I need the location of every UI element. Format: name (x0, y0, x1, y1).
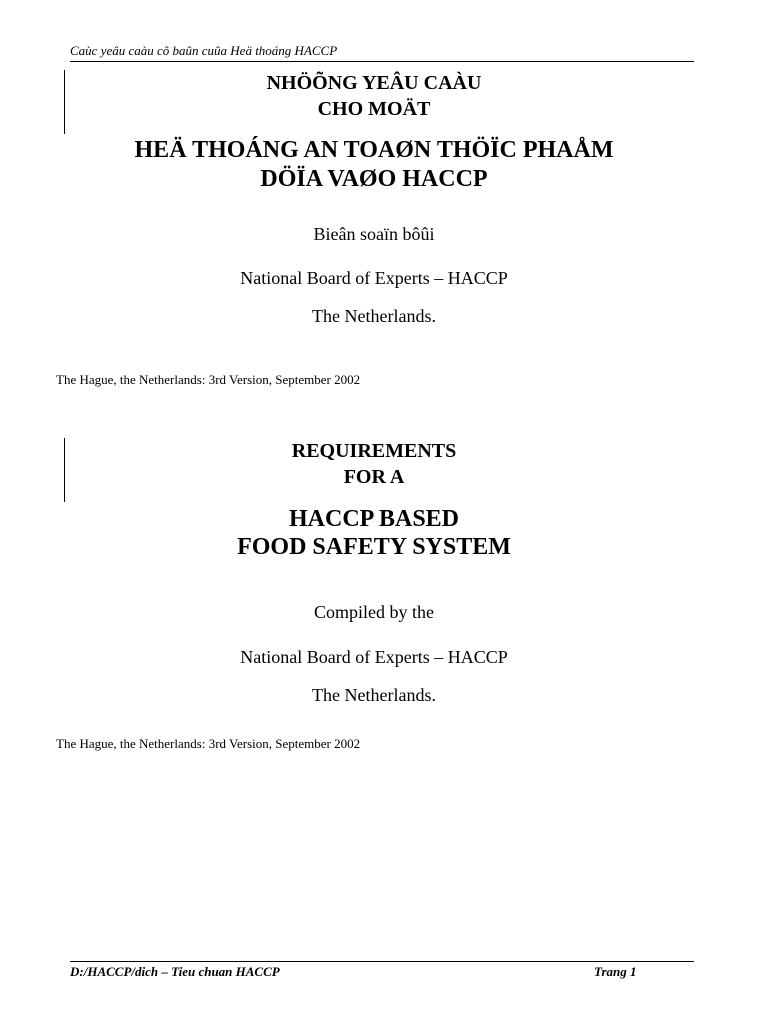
en-main-line2: FOOD SAFETY SYSTEM (237, 534, 511, 560)
en-country: The Netherlands. (312, 685, 436, 705)
en-main-line1: HACCP BASED (288, 506, 460, 532)
footer-page-number: Trang 1 (594, 964, 637, 979)
footer-path: D:/HACCP/dich – Tieu chuan HACCP (70, 964, 280, 979)
vn-organization: National Board of Experts – HACCP (240, 268, 508, 288)
en-title-line1: REQUIREMENTS (291, 440, 457, 462)
vn-main-line1: HEÄ THOÁNG AN TOAØN THÖÏC PHAÅM (134, 137, 614, 163)
en-organization: National Board of Experts – HACCP (240, 647, 508, 667)
en-title-line2: FOR A (343, 466, 405, 488)
footer-rule (70, 961, 694, 962)
vn-dateline: The Hague, the Netherlands: 3rd Version, September 2002 (56, 372, 361, 387)
vn-title-line1: NHÖÕNG YEÂU CAÀU (266, 72, 482, 94)
vn-main-line2: DÖÏA VAØO HACCP (260, 166, 488, 192)
en-dateline: The Hague, the Netherlands: 3rd Version, September 2002 (56, 736, 361, 751)
vn-compiled-by: Bieân soaïn bôûi (313, 224, 435, 244)
running-header: Caùc yeâu caàu cô baûn cuûa Heä thoáng HACCP (70, 43, 338, 58)
header-rule (70, 61, 694, 62)
vn-title-line2: CHO MOÄT (317, 98, 431, 120)
vn-country: The Netherlands. (312, 306, 436, 326)
en-compiled-by: Compiled by the (314, 602, 434, 622)
